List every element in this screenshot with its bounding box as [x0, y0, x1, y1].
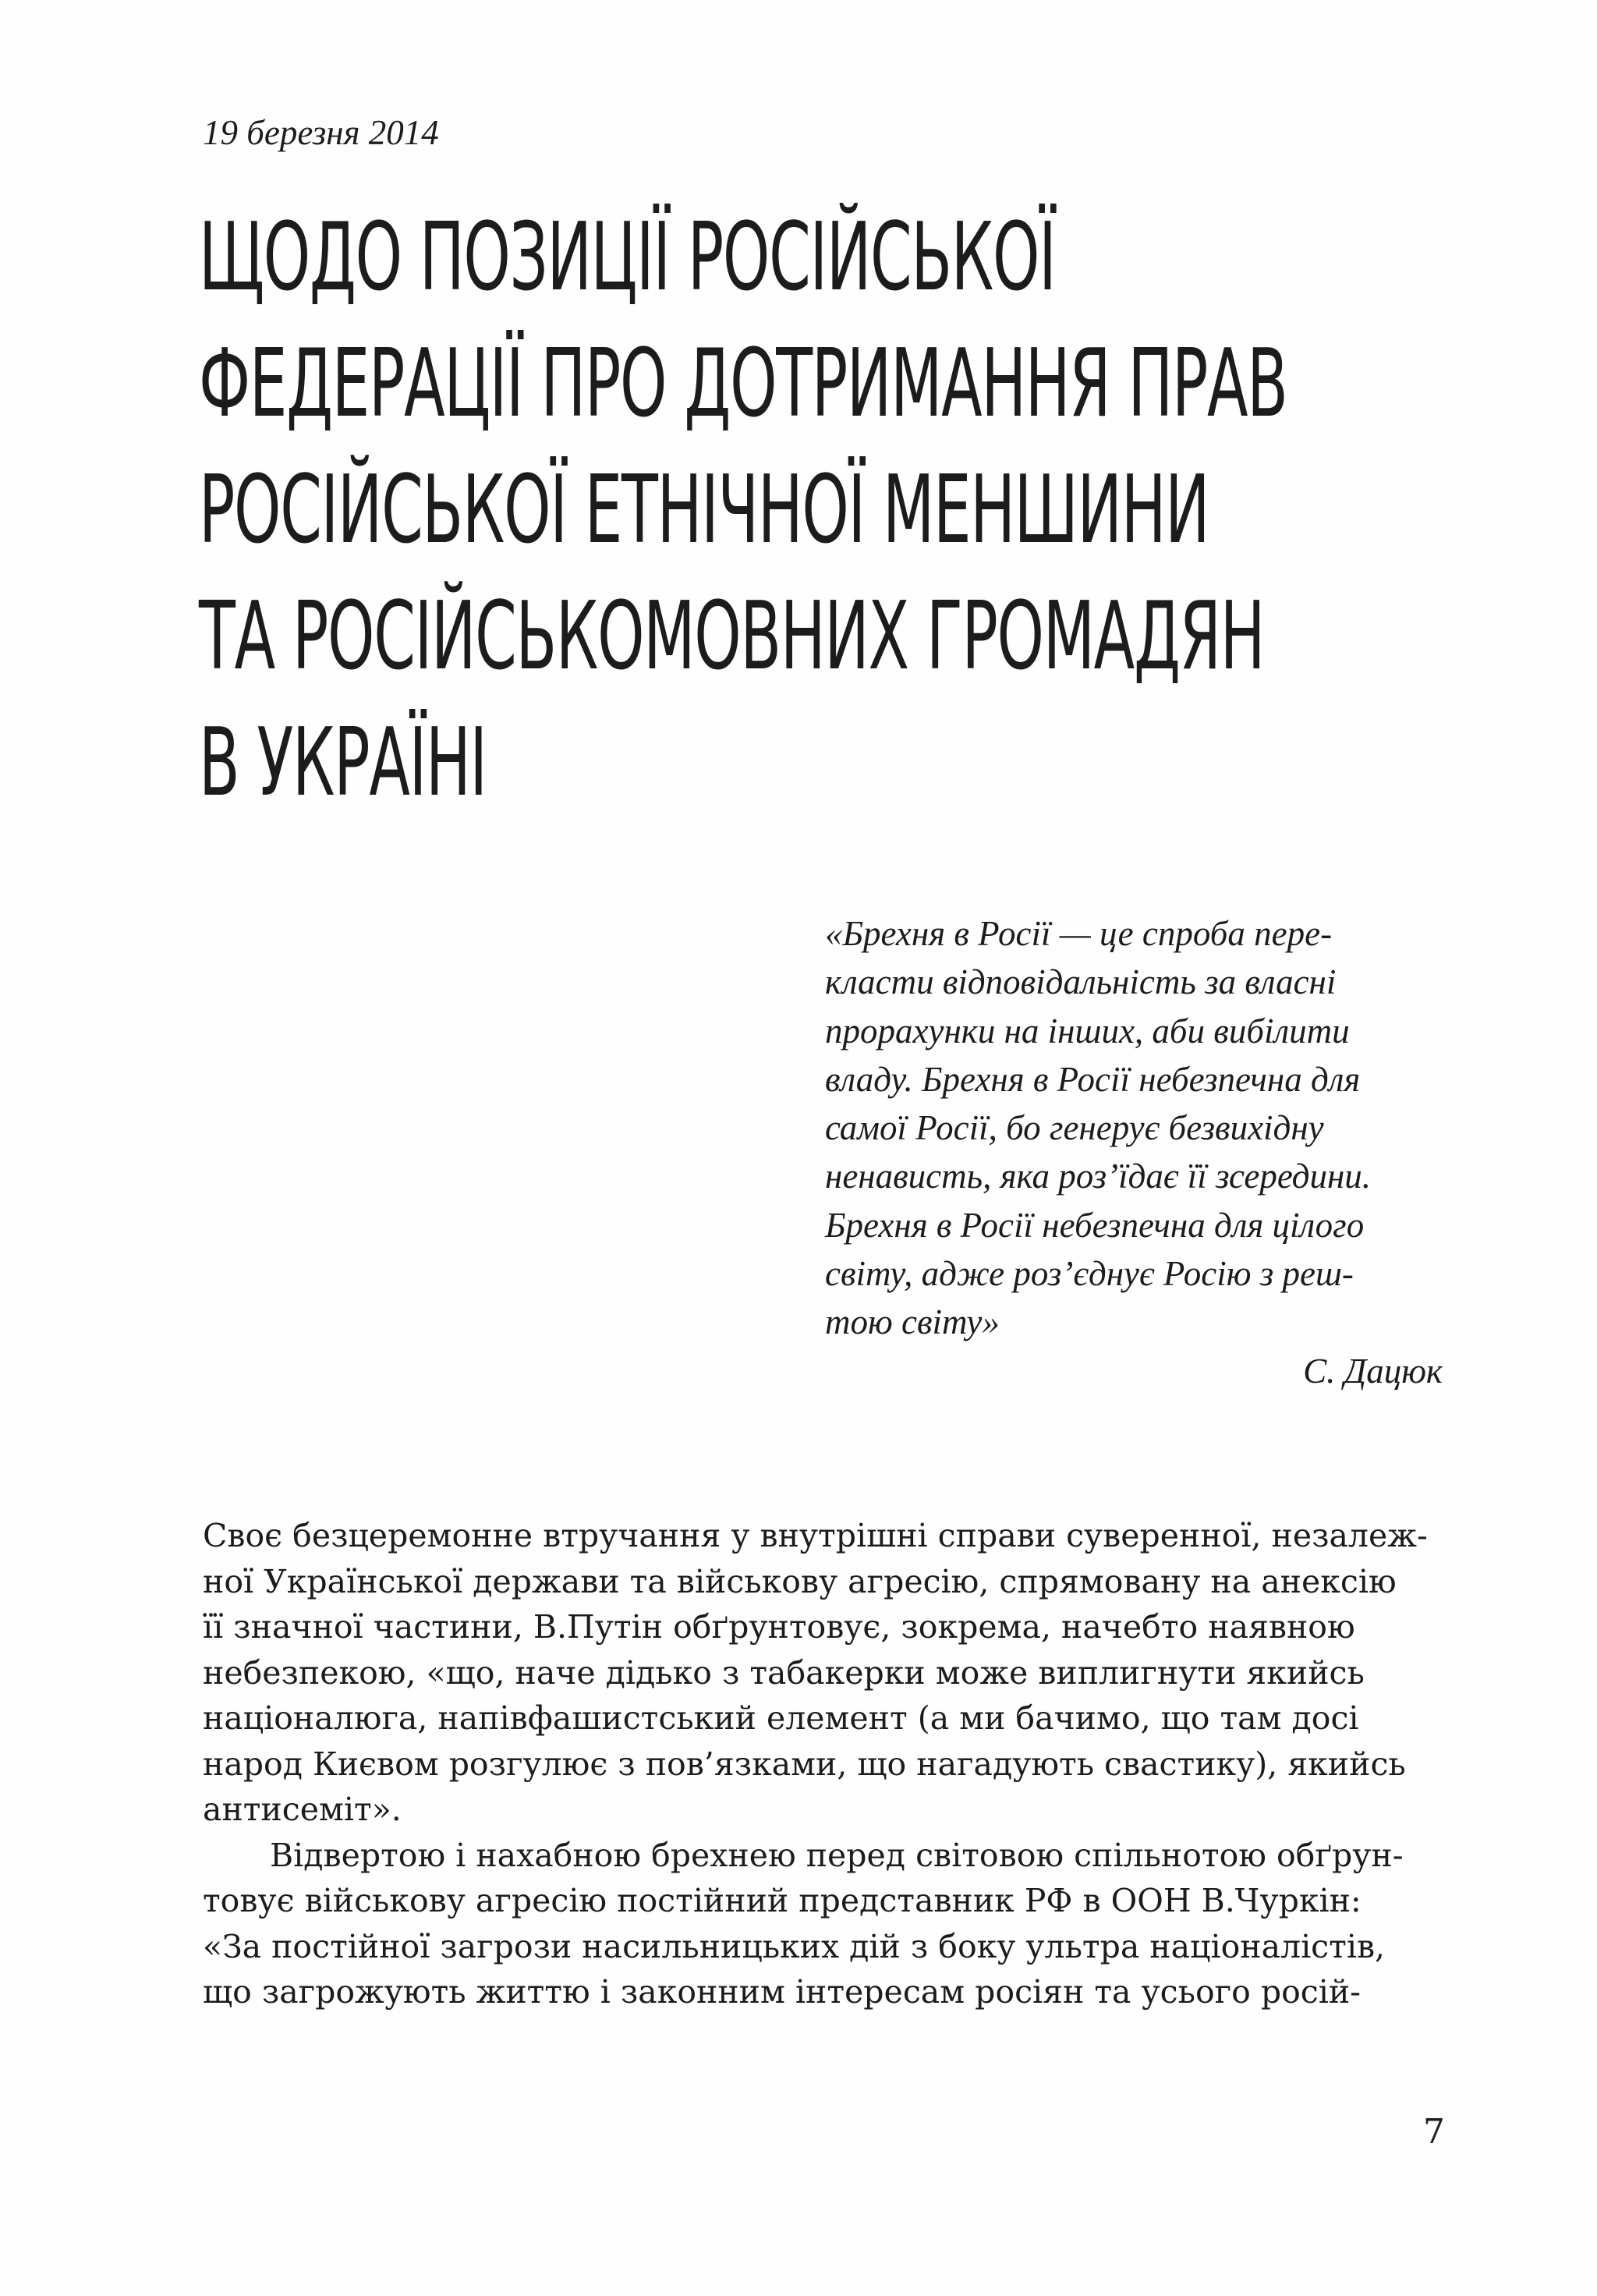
body-line: націоналюга, напівфашистський елемент (а ми бачимо, що там досі	[203, 1699, 1359, 1737]
title-line: ЩОДО ПОЗИЦІЇ РОСІЙСЬКОЇ	[199, 204, 1056, 312]
body-text	[203, 1513, 1444, 2015]
epigraph-line: ненависть, яка роз’їдає її зсередини.	[825, 1157, 1372, 1196]
title-line: РОСІЙСЬКОЇ ЕТНІЧНОЇ МЕНШИНИ	[199, 456, 1209, 565]
body-line: антисеміт».	[203, 1791, 402, 1828]
epigraph-line: самої Росії, бо генерує безвихідну	[825, 1108, 1324, 1148]
title-line: В УКРАЇНІ	[199, 709, 487, 817]
epigraph-line: прорахунки на інших, аби вибілити	[825, 1011, 1350, 1051]
body-line: її значної частини, В.Путін обґрунтовує, зокрема, начебто наявною	[203, 1608, 1355, 1646]
epigraph-quote	[825, 909, 1441, 1395]
epigraph-line: «Брехня в Росії — це спроба пере-	[825, 914, 1333, 953]
body-line: Відвертою і нахабною брехнею перед світовою спільнотою обґрун-	[270, 1836, 1404, 1874]
epigraph-line: класти відповідальність за власні	[825, 962, 1337, 1002]
body-line: народ Києвом розгулює з пов’язками, що нагадують свастику), якийсь	[203, 1745, 1406, 1783]
publication-date: 19 березня 2014	[203, 113, 439, 152]
epigraph-line: Брехня в Росії небезпечна для цілого	[825, 1205, 1365, 1245]
body-line: «За постійної загрози насильницьких дій з боку ультра націоналістів,	[203, 1927, 1386, 1965]
body-line: товує військову агресію постійний представник РФ в ООН В.Чуркін:	[203, 1882, 1362, 1919]
article-title	[199, 195, 1287, 827]
epigraph-line: владу. Брехня в Росії небезпечна для	[825, 1059, 1361, 1099]
body-line: Своє безцеремонне втручання у внутрішні справи суверенної, незалеж-	[203, 1517, 1428, 1554]
body-line: небезпекою, «що, наче дідько з табакерки може виплигнути якийсь	[203, 1653, 1365, 1692]
epigraph-author: С. Дацюк	[1303, 1351, 1443, 1391]
epigraph-line: світу, адже роз’єднує Росію з реш-	[825, 1254, 1354, 1294]
body-line: ної Української держави та військову агресію, спрямовану на анексію	[203, 1562, 1397, 1600]
epigraph-line: тою світу»	[825, 1302, 1000, 1342]
page-number: 7	[1423, 2112, 1445, 2152]
title-line: ТА РОСІЙСЬКОМОВНИХ ГРОМАДЯН	[199, 583, 1265, 691]
title-line: ФЕДЕРАЦІЇ ПРО ДОТРИМАННЯ ПРАВ	[199, 330, 1287, 438]
body-line: що загрожують життю і законним інтересам росіян та усього росій-	[203, 1973, 1362, 2011]
